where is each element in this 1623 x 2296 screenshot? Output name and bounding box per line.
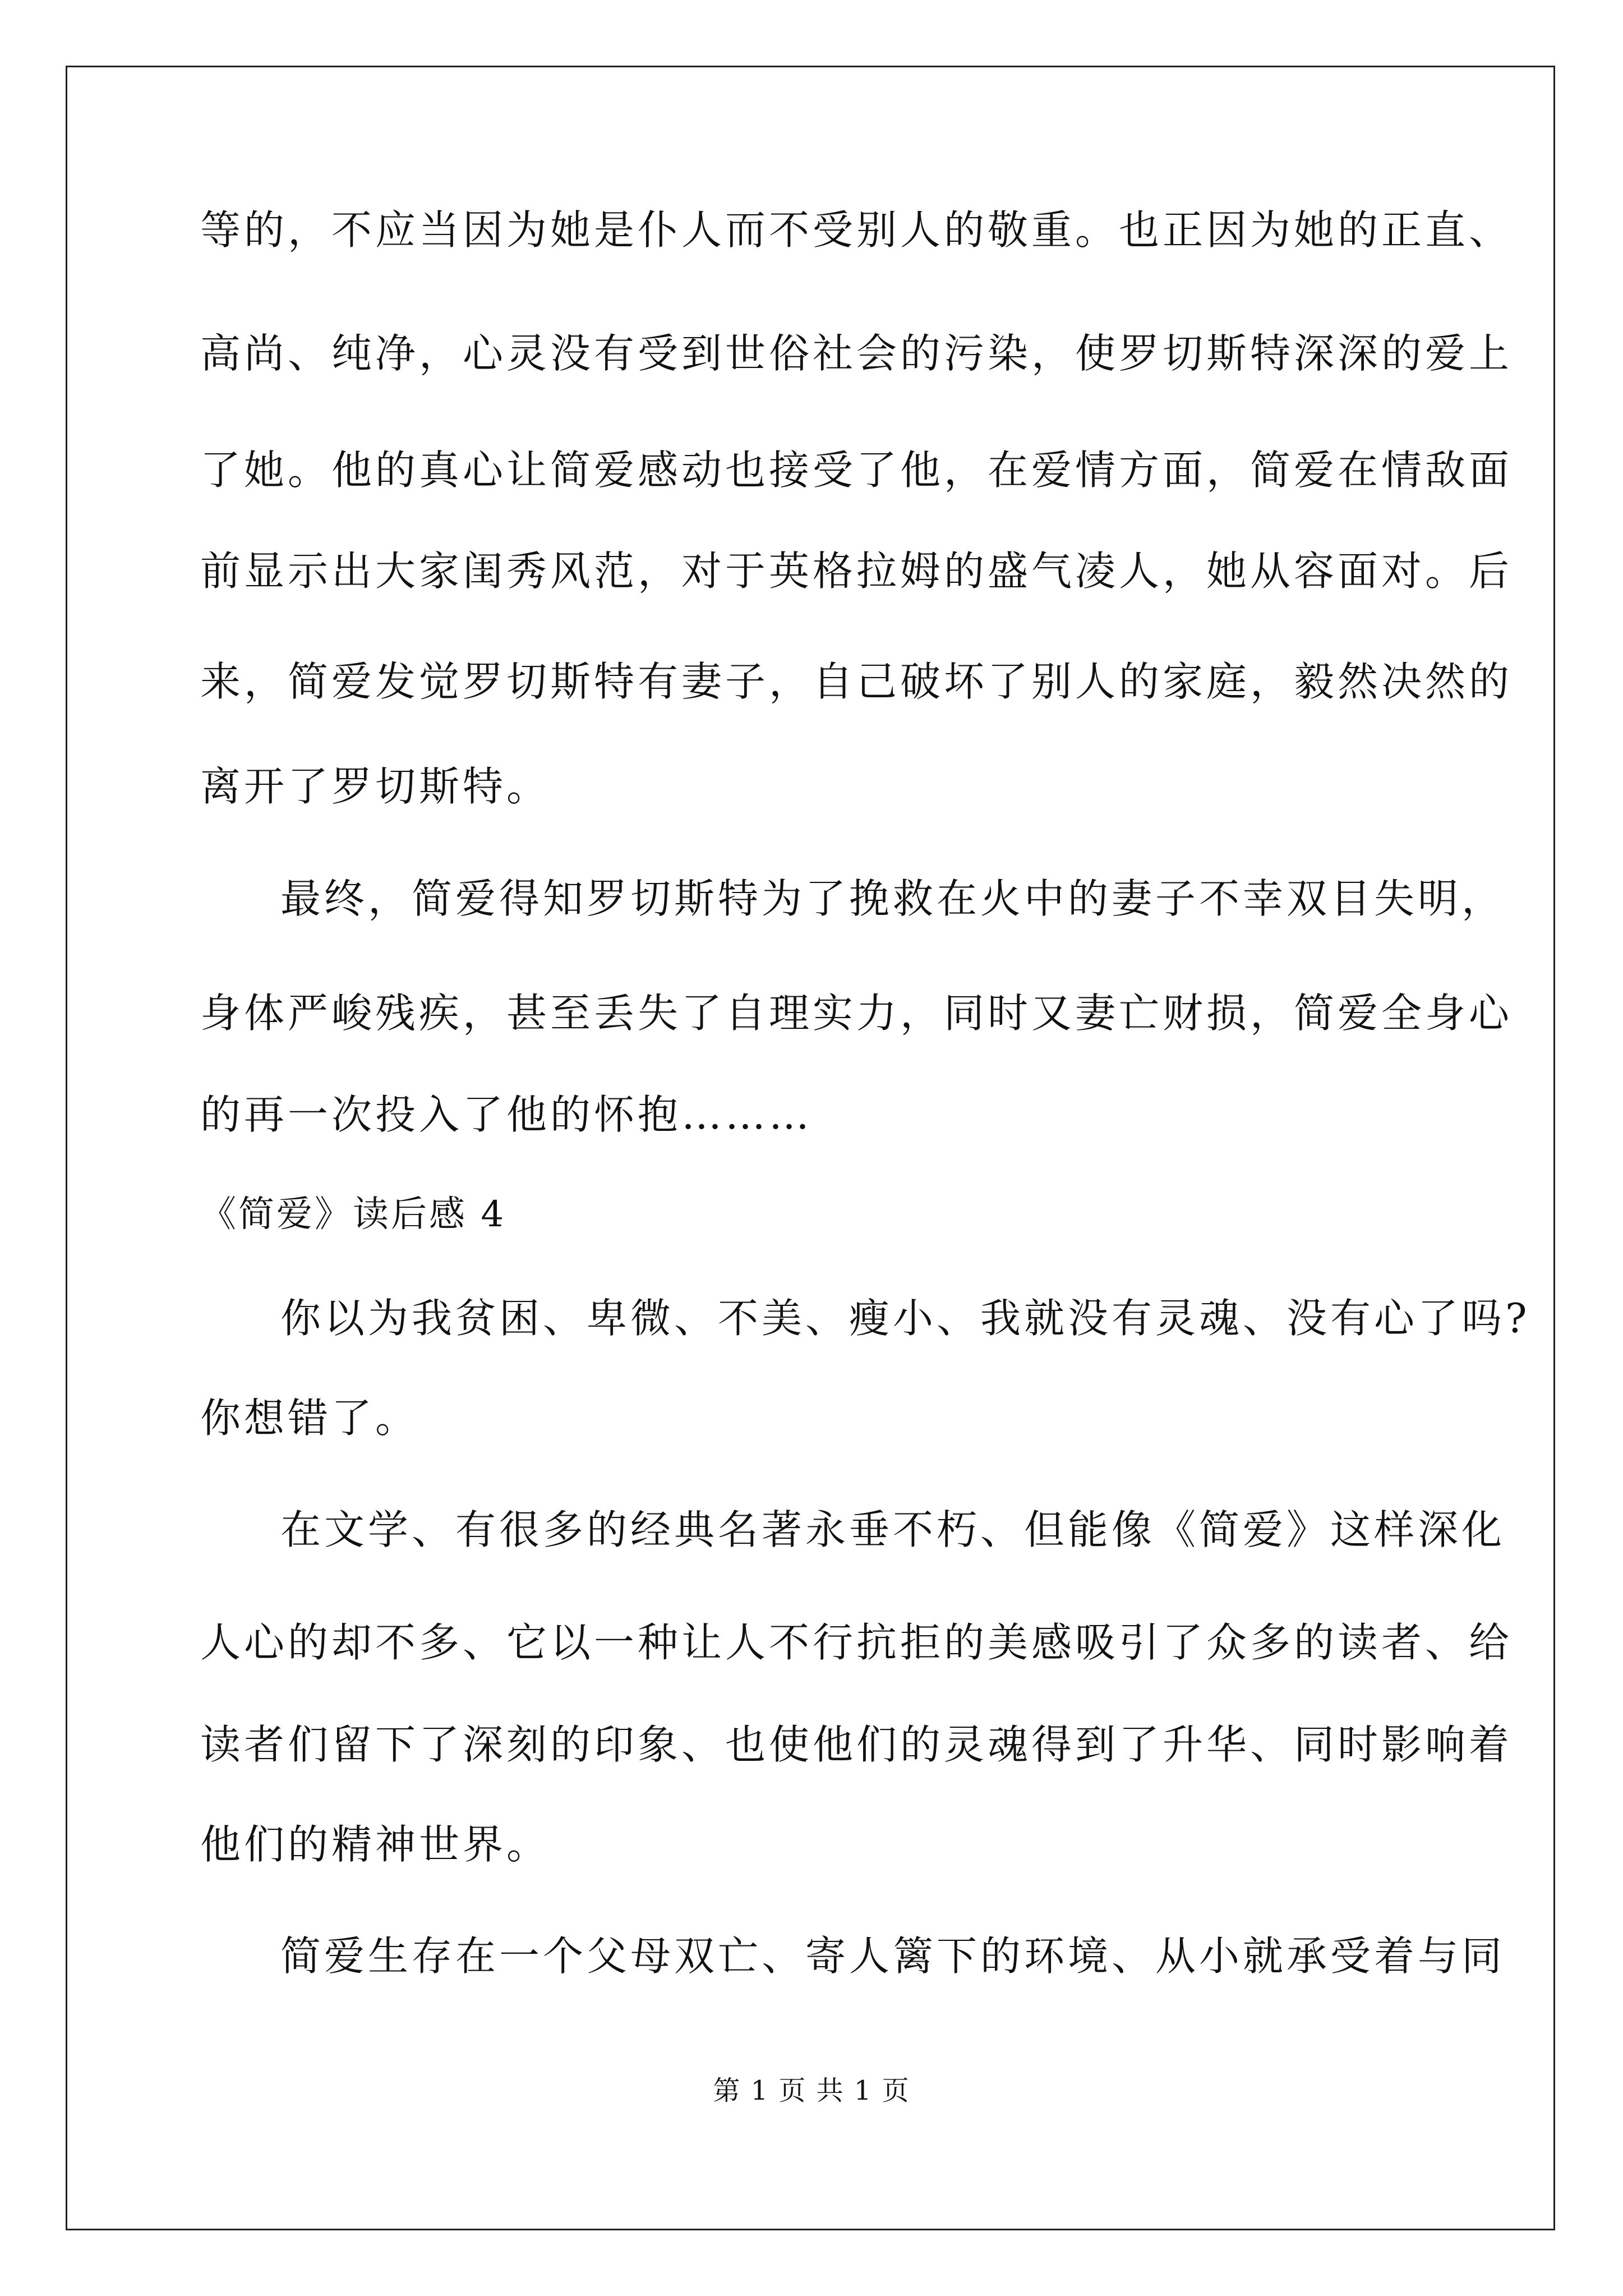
page-number-footer: 第 1 页 共 1 页 <box>713 2075 910 2106</box>
text-line: 你想错了。 <box>200 1395 419 1442</box>
text-line: 了她。他的真心让简爱感动也接受了他，在爱情方面，简爱在情敌面 <box>200 447 1513 494</box>
text-line: 的再一次投入了他的怀抱……… <box>200 1091 813 1138</box>
text-line: 他们的精神世界。 <box>200 1821 551 1868</box>
text-line: 来，简爱发觉罗切斯特有妻子，自己破坏了别人的家庭，毅然决然的 <box>200 658 1513 705</box>
paragraph-start-line: 最终，简爱得知罗切斯特为了挽救在火中的妻子不幸双目失明， <box>280 875 1506 922</box>
section-heading: 《简爱》读后感 4 <box>200 1194 506 1235</box>
text-line: 高尚、纯净，心灵没有受到世俗社会的污染，使罗切斯特深深的爱上 <box>200 330 1513 377</box>
text-line: 读者们留下了深刻的印象、也使他们的灵魂得到了升华、同时影响着 <box>200 1721 1513 1768</box>
text-line: 前显示出大家闺秀风范，对于英格拉姆的盛气凌人，她从容面对。后 <box>200 547 1513 595</box>
text-line: 离开了罗切斯特。 <box>200 763 551 810</box>
text-line: 人心的却不多、它以一种让人不行抗拒的美感吸引了众多的读者、给 <box>200 1619 1513 1666</box>
paragraph-start-line: 你以为我贫困、卑微、不美、瘦小、我就没有灵魂、没有心了吗? <box>280 1295 1530 1342</box>
text-line: 等的，不应当因为她是仆人而不受别人的敬重。也正因为她的正直、 <box>200 206 1513 254</box>
paragraph-start-line: 在文学、有很多的经典名著永垂不朽、但能像《简爱》这样深化 <box>280 1506 1506 1553</box>
text-line: 身体严峻残疾，甚至丢失了自理实力，同时又妻亡财损，简爱全身心 <box>200 990 1513 1037</box>
paragraph-start-line: 简爱生存在一个父母双亡、寄人篱下的环境、从小就承受着与同 <box>280 1932 1506 1980</box>
page-border <box>66 66 1555 2230</box>
